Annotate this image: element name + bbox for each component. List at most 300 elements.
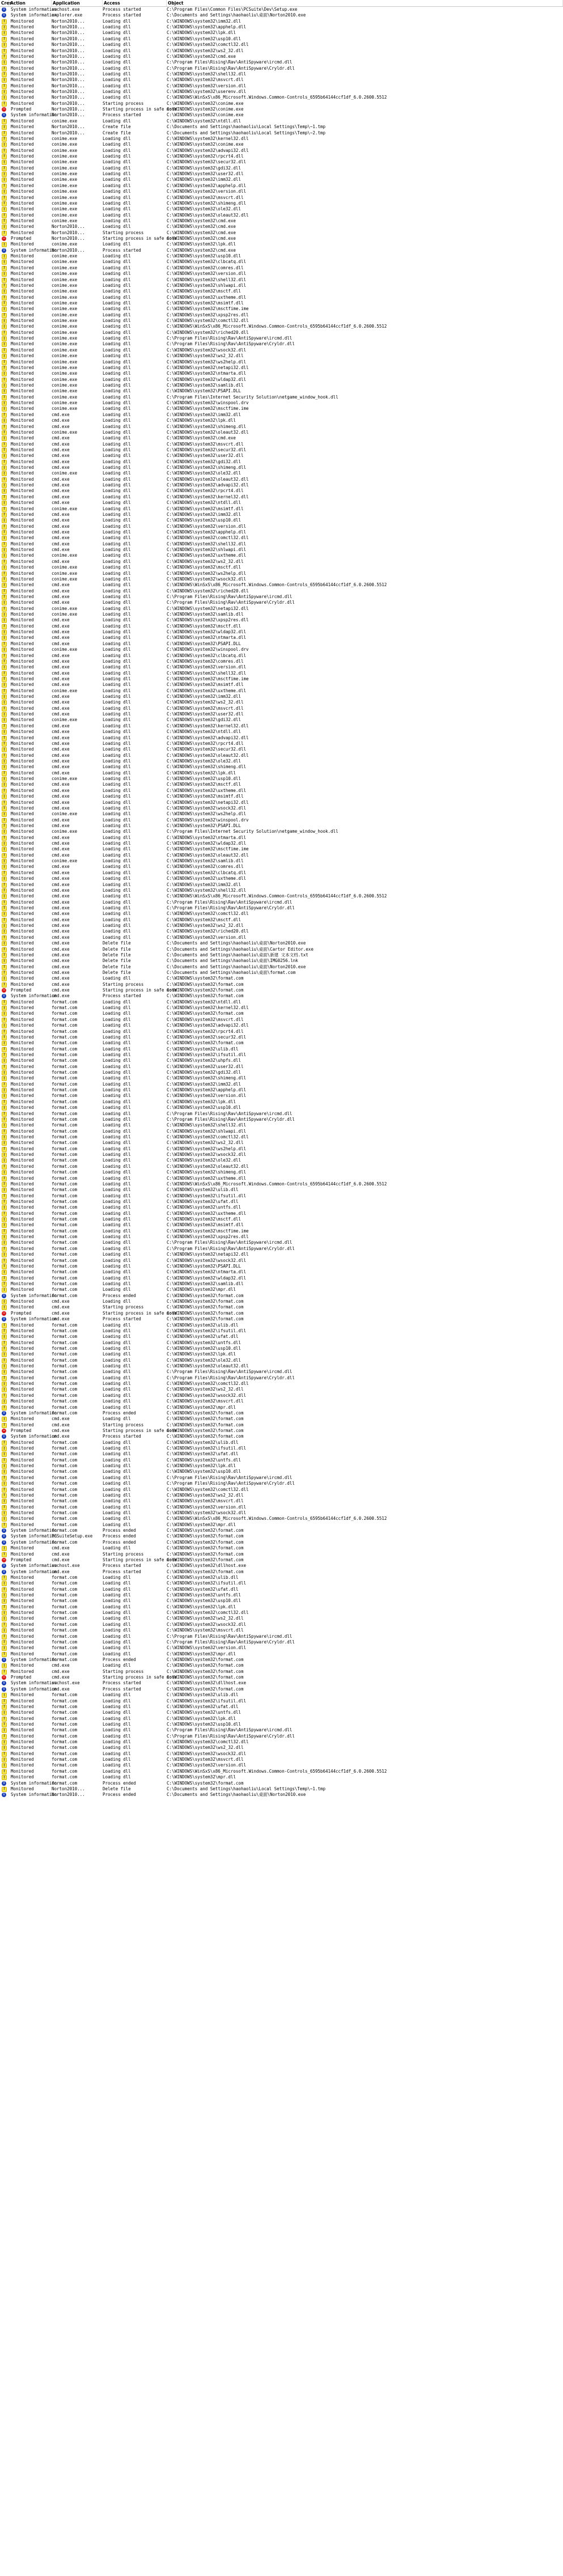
table-row[interactable]: [0, 1140, 563, 1146]
table-row[interactable]: [0, 635, 563, 641]
table-row[interactable]: [0, 224, 563, 230]
table-row[interactable]: [0, 1639, 563, 1645]
table-row[interactable]: [0, 876, 563, 882]
table-row[interactable]: [0, 36, 563, 42]
table-row[interactable]: [0, 905, 563, 911]
table-row[interactable]: [0, 406, 563, 412]
table-row[interactable]: [0, 846, 563, 852]
table-row[interactable]: [0, 1505, 563, 1510]
table-row[interactable]: [0, 1757, 563, 1762]
table-row[interactable]: [0, 1058, 563, 1064]
table-row[interactable]: [0, 935, 563, 940]
table-row[interactable]: [0, 1323, 563, 1328]
table-row[interactable]: [0, 242, 563, 247]
table-row[interactable]: [0, 1311, 563, 1316]
table-row[interactable]: [0, 1552, 563, 1557]
table-row[interactable]: [0, 741, 563, 747]
table-row[interactable]: [0, 1734, 563, 1739]
table-row[interactable]: [0, 348, 563, 353]
table-row[interactable]: [0, 929, 563, 934]
table-row[interactable]: [0, 1592, 563, 1598]
column-header-application[interactable]: Application: [52, 0, 103, 6]
table-row[interactable]: [0, 177, 563, 183]
table-row[interactable]: [0, 430, 563, 435]
table-row[interactable]: [0, 482, 563, 488]
table-row[interactable]: [0, 1657, 563, 1663]
table-row[interactable]: [0, 1622, 563, 1628]
table-row[interactable]: [0, 83, 563, 89]
table-row[interactable]: [0, 1669, 563, 1675]
table-row[interactable]: [0, 171, 563, 177]
table-row[interactable]: [0, 1393, 563, 1399]
table-row[interactable]: [0, 553, 563, 558]
table-row[interactable]: [0, 1475, 563, 1481]
table-row[interactable]: [0, 706, 563, 711]
table-row[interactable]: [0, 112, 563, 118]
table-row[interactable]: [0, 1246, 563, 1252]
table-row[interactable]: [0, 870, 563, 876]
table-row[interactable]: [0, 800, 563, 806]
table-row[interactable]: [0, 1369, 563, 1375]
table-row[interactable]: [0, 66, 563, 71]
table-row[interactable]: [0, 1557, 563, 1563]
table-row[interactable]: [0, 735, 563, 741]
table-row[interactable]: [0, 1099, 563, 1105]
table-row[interactable]: [0, 377, 563, 383]
table-row[interactable]: [0, 1046, 563, 1052]
table-row[interactable]: [0, 729, 563, 735]
table-row[interactable]: [0, 213, 563, 218]
table-row[interactable]: [0, 1340, 563, 1346]
column-header-action[interactable]: Action: [9, 0, 52, 6]
table-row[interactable]: [0, 940, 563, 946]
table-row[interactable]: [0, 1540, 563, 1545]
table-row[interactable]: [0, 988, 563, 993]
table-row[interactable]: [0, 447, 563, 453]
table-row[interactable]: [0, 600, 563, 605]
table-row[interactable]: [0, 289, 563, 294]
table-row[interactable]: [0, 565, 563, 570]
table-row[interactable]: [0, 1276, 563, 1281]
table-row[interactable]: [0, 1422, 563, 1428]
table-row[interactable]: [0, 1516, 563, 1522]
table-row[interactable]: [0, 717, 563, 723]
table-row[interactable]: [0, 1358, 563, 1363]
table-row[interactable]: [0, 1181, 563, 1187]
table-row[interactable]: [0, 494, 563, 500]
table-row[interactable]: [0, 535, 563, 541]
table-row[interactable]: [0, 1029, 563, 1035]
table-row[interactable]: [0, 1739, 563, 1745]
table-row[interactable]: [0, 195, 563, 201]
table-row[interactable]: [0, 641, 563, 647]
table-row[interactable]: [0, 829, 563, 834]
table-row[interactable]: [0, 7, 563, 12]
table-row[interactable]: [0, 1176, 563, 1181]
table-row[interactable]: [0, 588, 563, 594]
table-row[interactable]: [0, 518, 563, 523]
table-row[interactable]: [0, 306, 563, 312]
table-row[interactable]: [0, 823, 563, 829]
table-row[interactable]: [0, 893, 563, 899]
table-row[interactable]: [0, 1463, 563, 1469]
table-row[interactable]: [0, 776, 563, 782]
table-row[interactable]: [0, 612, 563, 617]
table-row[interactable]: [0, 811, 563, 817]
table-row[interactable]: [0, 1346, 563, 1351]
table-row[interactable]: [0, 1164, 563, 1170]
table-row[interactable]: [0, 166, 563, 171]
table-row[interactable]: [0, 318, 563, 324]
table-row[interactable]: [0, 230, 563, 236]
table-row[interactable]: [0, 659, 563, 664]
table-row[interactable]: [0, 1252, 563, 1257]
table-row[interactable]: [0, 130, 563, 136]
table-row[interactable]: [0, 442, 563, 447]
table-row[interactable]: [0, 1545, 563, 1551]
table-row[interactable]: [0, 753, 563, 759]
table-row[interactable]: [0, 1510, 563, 1516]
table-row[interactable]: [0, 159, 563, 165]
table-row[interactable]: [0, 770, 563, 776]
table-row[interactable]: [0, 1481, 563, 1486]
table-row[interactable]: [0, 1458, 563, 1463]
table-row[interactable]: [0, 1428, 563, 1434]
table-row[interactable]: [0, 42, 563, 48]
table-row[interactable]: [0, 1052, 563, 1058]
table-row[interactable]: [0, 465, 563, 471]
table-row[interactable]: [0, 201, 563, 206]
table-row[interactable]: [0, 529, 563, 535]
table-row[interactable]: [0, 95, 563, 100]
table-row[interactable]: [0, 694, 563, 700]
table-row[interactable]: [0, 271, 563, 277]
table-row[interactable]: [0, 888, 563, 893]
table-row[interactable]: [0, 1199, 563, 1205]
table-row[interactable]: [0, 124, 563, 130]
table-row[interactable]: [0, 453, 563, 459]
table-row[interactable]: [0, 418, 563, 423]
table-row[interactable]: [0, 60, 563, 65]
table-row[interactable]: [0, 1616, 563, 1621]
table-row[interactable]: [0, 970, 563, 976]
table-row[interactable]: [0, 365, 563, 371]
table-row[interactable]: [0, 477, 563, 482]
table-row[interactable]: [0, 1451, 563, 1457]
table-row[interactable]: [0, 711, 563, 717]
table-row[interactable]: [0, 1187, 563, 1193]
table-row[interactable]: [0, 277, 563, 283]
table-row[interactable]: [0, 1005, 563, 1011]
column-header-icon[interactable]: Cres: [1, 1, 12, 6]
table-row[interactable]: [0, 1158, 563, 1163]
table-row[interactable]: [0, 759, 563, 764]
table-row[interactable]: [0, 341, 563, 347]
table-row[interactable]: [0, 1040, 563, 1046]
table-row[interactable]: [0, 1440, 563, 1446]
table-row[interactable]: [0, 300, 563, 306]
table-row[interactable]: [0, 1528, 563, 1533]
table-row[interactable]: [0, 1446, 563, 1451]
table-row[interactable]: [0, 917, 563, 923]
table-row[interactable]: [0, 1598, 563, 1604]
table-row[interactable]: [0, 1328, 563, 1334]
table-row[interactable]: [0, 259, 563, 265]
table-row[interactable]: [0, 541, 563, 547]
table-row[interactable]: [0, 999, 563, 1005]
table-row[interactable]: [0, 1687, 563, 1692]
table-row[interactable]: [0, 189, 563, 194]
table-row[interactable]: [0, 154, 563, 159]
table-row[interactable]: [0, 624, 563, 629]
table-row[interactable]: [0, 1628, 563, 1633]
table-row[interactable]: [0, 747, 563, 752]
table-row[interactable]: [0, 395, 563, 400]
table-row[interactable]: [0, 952, 563, 958]
table-row[interactable]: [0, 817, 563, 823]
table-row[interactable]: [0, 1064, 563, 1070]
table-row[interactable]: [0, 30, 563, 36]
table-row[interactable]: [0, 788, 563, 794]
table-row[interactable]: [0, 676, 563, 682]
table-row[interactable]: [0, 71, 563, 77]
table-row[interactable]: [0, 54, 563, 60]
table-row[interactable]: [0, 864, 563, 870]
table-row[interactable]: [0, 1316, 563, 1322]
table-row[interactable]: [0, 1129, 563, 1134]
table-row[interactable]: [0, 571, 563, 577]
table-row[interactable]: [0, 1146, 563, 1152]
table-row[interactable]: [0, 923, 563, 929]
table-row[interactable]: [0, 629, 563, 635]
table-row[interactable]: [0, 900, 563, 905]
table-row[interactable]: [0, 1710, 563, 1715]
table-row[interactable]: [0, 1387, 563, 1392]
table-row[interactable]: [0, 1434, 563, 1439]
table-row[interactable]: [0, 107, 563, 112]
table-row[interactable]: [0, 1375, 563, 1381]
table-row[interactable]: [0, 1663, 563, 1668]
table-row[interactable]: [0, 371, 563, 376]
table-row[interactable]: [0, 1269, 563, 1275]
table-row[interactable]: [0, 1769, 563, 1774]
table-row[interactable]: [0, 24, 563, 30]
table-row[interactable]: [0, 488, 563, 494]
table-row[interactable]: [0, 1581, 563, 1586]
table-row[interactable]: [0, 101, 563, 107]
table-row[interactable]: [0, 653, 563, 659]
table-row[interactable]: [0, 48, 563, 54]
table-row[interactable]: [0, 1762, 563, 1768]
table-row[interactable]: [0, 1716, 563, 1722]
table-row[interactable]: [0, 1023, 563, 1028]
table-row[interactable]: [0, 911, 563, 917]
table-row[interactable]: [0, 236, 563, 242]
table-row[interactable]: [0, 1493, 563, 1498]
table-row[interactable]: [0, 617, 563, 623]
table-row[interactable]: [0, 782, 563, 787]
table-row[interactable]: [0, 1469, 563, 1475]
table-row[interactable]: [0, 1134, 563, 1140]
table-row[interactable]: [0, 89, 563, 95]
table-row[interactable]: [0, 1035, 563, 1040]
table-row[interactable]: [0, 1240, 563, 1245]
table-row[interactable]: [0, 671, 563, 676]
table-row[interactable]: [0, 1498, 563, 1504]
table-row[interactable]: [0, 841, 563, 846]
table-row[interactable]: [0, 1117, 563, 1122]
table-row[interactable]: [0, 12, 563, 18]
table-row[interactable]: [0, 993, 563, 999]
table-row[interactable]: [0, 1193, 563, 1199]
table-row[interactable]: [0, 253, 563, 259]
table-row[interactable]: [0, 559, 563, 565]
table-row[interactable]: [0, 1222, 563, 1228]
table-row[interactable]: [0, 1293, 563, 1299]
table-row[interactable]: [0, 295, 563, 300]
table-row[interactable]: [0, 283, 563, 289]
table-row[interactable]: [0, 647, 563, 653]
table-row[interactable]: [0, 512, 563, 518]
table-row[interactable]: [0, 806, 563, 811]
table-row[interactable]: [0, 688, 563, 694]
table-row[interactable]: [0, 1234, 563, 1240]
table-row[interactable]: [0, 265, 563, 271]
table-row[interactable]: [0, 577, 563, 582]
table-row[interactable]: [0, 547, 563, 553]
table-row[interactable]: [0, 1722, 563, 1727]
table-row[interactable]: [0, 606, 563, 612]
table-row[interactable]: [0, 1416, 563, 1422]
table-row[interactable]: [0, 1704, 563, 1710]
table-row[interactable]: [0, 1111, 563, 1117]
table-row[interactable]: [0, 1604, 563, 1610]
table-row[interactable]: [0, 524, 563, 529]
table-row[interactable]: [0, 1287, 563, 1293]
table-row[interactable]: [0, 148, 563, 154]
table-row[interactable]: [0, 1087, 563, 1093]
table-row[interactable]: [0, 882, 563, 888]
table-row[interactable]: [0, 1698, 563, 1704]
table-row[interactable]: [0, 1410, 563, 1416]
table-row[interactable]: [0, 77, 563, 83]
table-row[interactable]: [0, 383, 563, 388]
table-row[interactable]: [0, 471, 563, 476]
table-row[interactable]: [0, 1281, 563, 1287]
table-row[interactable]: [0, 1075, 563, 1081]
column-header-access[interactable]: Access: [103, 0, 167, 6]
table-row[interactable]: [0, 1792, 563, 1798]
table-row[interactable]: [0, 1399, 563, 1404]
table-row[interactable]: [0, 1264, 563, 1269]
table-row[interactable]: [0, 19, 563, 24]
table-row[interactable]: [0, 1381, 563, 1387]
table-row[interactable]: [0, 835, 563, 841]
table-row[interactable]: [0, 1533, 563, 1539]
table-row[interactable]: [0, 664, 563, 670]
table-row[interactable]: [0, 1093, 563, 1099]
table-row[interactable]: [0, 682, 563, 688]
table-row[interactable]: [0, 976, 563, 981]
table-row[interactable]: [0, 1786, 563, 1792]
table-row[interactable]: [0, 1610, 563, 1616]
table-row[interactable]: [0, 794, 563, 799]
table-row[interactable]: [0, 435, 563, 441]
table-row[interactable]: [0, 1211, 563, 1217]
table-row[interactable]: [0, 118, 563, 124]
table-row[interactable]: [0, 764, 563, 770]
table-row[interactable]: [0, 1563, 563, 1569]
table-row[interactable]: [0, 1405, 563, 1410]
table-row[interactable]: [0, 594, 563, 600]
table-row[interactable]: [0, 1228, 563, 1234]
table-row[interactable]: [0, 1487, 563, 1493]
table-row[interactable]: [0, 964, 563, 970]
table-row[interactable]: [0, 412, 563, 418]
column-header-object[interactable]: Object: [167, 0, 563, 6]
table-row[interactable]: [0, 218, 563, 224]
table-row[interactable]: [0, 248, 563, 253]
table-row[interactable]: [0, 1304, 563, 1310]
table-row[interactable]: [0, 1217, 563, 1222]
table-row[interactable]: [0, 1011, 563, 1016]
table-row[interactable]: [0, 1575, 563, 1581]
table-row[interactable]: [0, 1070, 563, 1075]
table-row[interactable]: [0, 1152, 563, 1158]
table-row[interactable]: [0, 1299, 563, 1304]
table-row[interactable]: [0, 1258, 563, 1264]
table-row[interactable]: [0, 1205, 563, 1210]
table-row[interactable]: [0, 324, 563, 329]
table-row[interactable]: [0, 982, 563, 988]
table-row[interactable]: [0, 853, 563, 858]
table-row[interactable]: [0, 858, 563, 864]
table-row[interactable]: [0, 1645, 563, 1651]
table-row[interactable]: [0, 336, 563, 341]
table-row[interactable]: [0, 206, 563, 212]
table-row[interactable]: [0, 400, 563, 406]
table-row[interactable]: [0, 947, 563, 952]
table-row[interactable]: [0, 388, 563, 394]
table-row[interactable]: [0, 1692, 563, 1698]
table-row[interactable]: [0, 459, 563, 465]
table-row[interactable]: [0, 1082, 563, 1087]
table-row[interactable]: [0, 1634, 563, 1639]
table-row[interactable]: [0, 958, 563, 964]
table-row[interactable]: [0, 330, 563, 336]
table-row[interactable]: [0, 1122, 563, 1128]
table-row[interactable]: [0, 1727, 563, 1733]
table-row[interactable]: [0, 359, 563, 365]
table-row[interactable]: [0, 1334, 563, 1340]
table-row[interactable]: [0, 582, 563, 588]
table-row[interactable]: [0, 1587, 563, 1592]
table-row[interactable]: [0, 1675, 563, 1680]
table-row[interactable]: [0, 1651, 563, 1657]
table-row[interactable]: [0, 353, 563, 359]
table-row[interactable]: [0, 424, 563, 430]
table-row[interactable]: [0, 1774, 563, 1780]
table-row[interactable]: [0, 1569, 563, 1575]
table-row[interactable]: [0, 700, 563, 705]
table-row[interactable]: [0, 723, 563, 729]
table-row[interactable]: [0, 1745, 563, 1751]
table-row[interactable]: [0, 1522, 563, 1528]
table-row[interactable]: [0, 1351, 563, 1357]
table-row[interactable]: [0, 183, 563, 189]
table-row[interactable]: [0, 1781, 563, 1786]
table-row[interactable]: [0, 136, 563, 142]
